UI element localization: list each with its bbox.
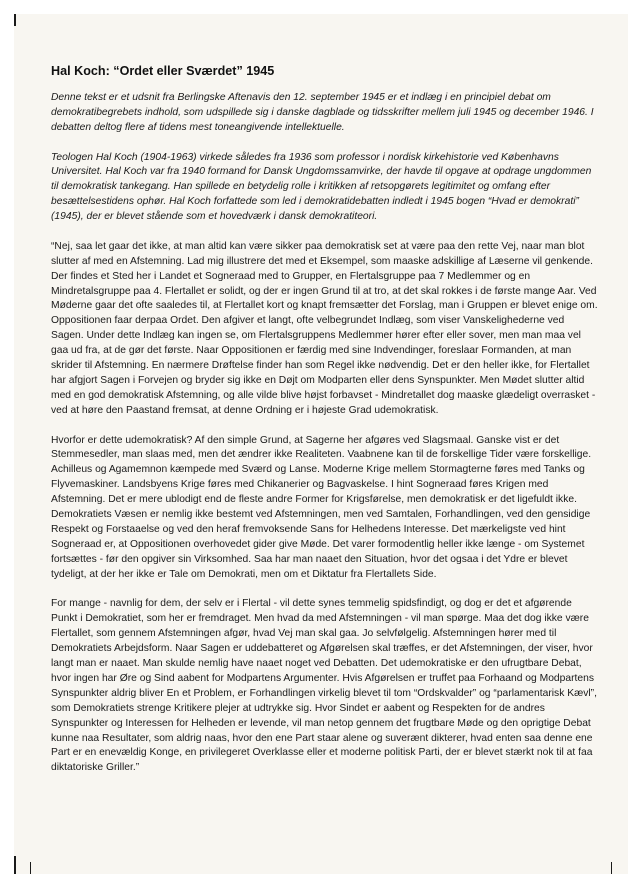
document-title: Hal Koch: “Ordet eller Sværdet” 1945 [51, 64, 275, 78]
intro-paragraph: Denne tekst er et udsnit fra Berlingske Aftenavis den 12. september 1945 er et indlæg i en principiel debat om demokratibegrebets indhold, som udspillede sig i danske dagblade og tidsskrifter mellem juli 1945 og december 1946. I debatten deltog flere af tidens mest toneangivende intellektuelle. [51, 92, 594, 133]
document-content [51, 63, 599, 791]
crop-mark-bottom-inner-left [30, 862, 31, 874]
document-page [14, 14, 628, 874]
crop-mark-bottom-inner-right [611, 862, 612, 874]
bio-paragraph: Teologen Hal Koch (1904-1963) virkede således fra 1936 som professor i nordisk kirkehistorie ved Københavns Universitet. Hal Koch var fra 1940 formand for Dansk Ungdomssamvirke, der havde til opgave at opdrage ungdommen til demokratisk tankegang. Han spillede en betydelig rolle i kritikken af retsopgørets legitimitet og omfang efter besættelsestidens ophør. Hal Koch forfattede som led i demokratidebatten indledt i 1945 bogen “Hvad er demokrati” (1945), der er blevet stående som et hovedværk i dansk demokratiteori. [51, 151, 592, 223]
quote-paragraph-1: “Nej, saa let gaar det ikke, at man altid kan være sikker paa demokratisk set at være paa den rette Vej, naar man blot slutter af med en Afstemning. Lad mig illustrere det med et Eksempel, som maaske adskillige af Læserne vil genkende. Der findes et Sted her i Landet et Sogneraad med to Grupper, en Flertalsgruppe paa 7 Medlemmer og en Mindretalsgruppe paa 4. Flertallet er solidt, og der er ingen Grund til at tro, at det skal rokkes i de første mange Aar. Ved Møderne gaar det ofte saaledes til, at Flertallet kort og knapt fremsætter det Forslag, man i Gruppen er blevet enige om. Oppositionen faar derpaa Ordet. Den afgiver et langt, ofte velbegrundet Indlæg, som viser Vanskelighederne ved Sagen. Under dette Indlæg kan ingen se, om Flertalsgruppens Medlemmer hører efter eller sover, men man maa vel gaa ud fra, at de gør det første. Naar Oppositionen er færdig med sine Indvendinger, foreslaar Formanden, at man skrider til Afstemning. En nærmere Drøftelse finder han som Regel ikke nødvendig. Det er den heller ikke, for Flertallet har afgjort Sagen i Forvejen og bryder sig ikke en Døjt om Modparten eller dens Synspunkter. Men Mødet slutter altid med en god demokratisk Afstemning, og alle vilde blive højst forbavset - Mindretallet dog maaske glædeligt overrasket - ved at høre den Paastand fremsat, at denne Ordning er i højeste Grad udemokratisk. [51, 240, 598, 416]
crop-mark-bottom-left [14, 856, 16, 874]
crop-mark-top-left [14, 14, 16, 26]
quote-paragraph-2: Hvorfor er dette udemokratisk? Af den simple Grund, at Sagerne her afgøres ved Slagsmaal. Ganske vist er det Stemmesedler, man slaas med, men det ændrer ikke Realiteten. Vaabnene kan til de forskellige Tider være forskellige. Achilleus og Agamemnon kæmpede med Sværd og Lanse. Moderne Krige mellem Stormagterne føres med Tanks og Flyvemaskiner. Landsbyens Krige føres med Chikanerier og Bagvaskelse. I hint Sogneraad føres Krigen med Afstemning. Det er mere ublodigt end de fleste andre Former for Krigsførelse, men demokratisk er det ligefuldt ikke. Demokratiets Væsen er nemlig ikke bestemt ved Afstemningen, men ved Samtalen, Forhandlingen, ved den gensidige Respekt og Forstaaelse og ved den heraf fremvoksende Sans for Helhedens Interesse. Det mærkeligste ved hint Sogneraad er, at Oppositionen overhovedet gider give Møde. Det varer formodentlig heller ikke længe - om Systemet fortsættes - før den opgiver sin Virksomhed. Saa har man naaet den Situation, hvor det ogsaa i det Ydre er blevet tydeligt, at der her ikke er Tale om Demokrati, men om et Diktatur fra Flertallets Side. [51, 434, 592, 580]
quote-paragraph-3: For mange - navnlig for dem, der selv er i Flertal - vil dette synes temmelig spidsfindigt, og dog er det et afgørende Punkt i Demokratiet, som her er fremdraget. Men hvad da med Afstemningen - vil man spørge. Maa det dog ikke være Flertallet, som gennem Afstemningen afgør, hvad Vej man skal gaa. Jo selvfølgelig. Afstemningen hører med til Demokratiets Arbejdsform. Naar Sagen er uddebatteret og Afgørelsen skal træffes, er det Afstemningen, der viser, hvor langt man er naaet. Man skulde nemlig have naaet noget ved Debatten. Det udemokratiske er den ufrugtbare Debat, hvor ingen har Øre og Sind aabent for Modpartens Argumenter. Hvis Afgørelsen er truffet paa Forhaand og Modpartens Synspunkter aldrig bliver En et Problem, er Forhandlingen virkelig blevet til tom “Ordskvalder” og “parlamentarisk Kævl”, som Demokratiets strenge Kritikere plejer at udtrykke sig. Hvor Sindet er aabent og Respekten for de andres Synspunkter og Interessen for Helheden er levende, vil man netop gennem det frugtbare Møde og den oprigtige Debat kunne naa Resultater, som aldrig naas, hvor den ene Part staar alene og suverænt dikterer, hvad enten saa denne ene Part er en enevældig Konge, en privilegeret Overklasse eller et moderne politisk Parti, der er blevet stærkt nok til at faa diktatoriske Griller.” [51, 598, 597, 774]
